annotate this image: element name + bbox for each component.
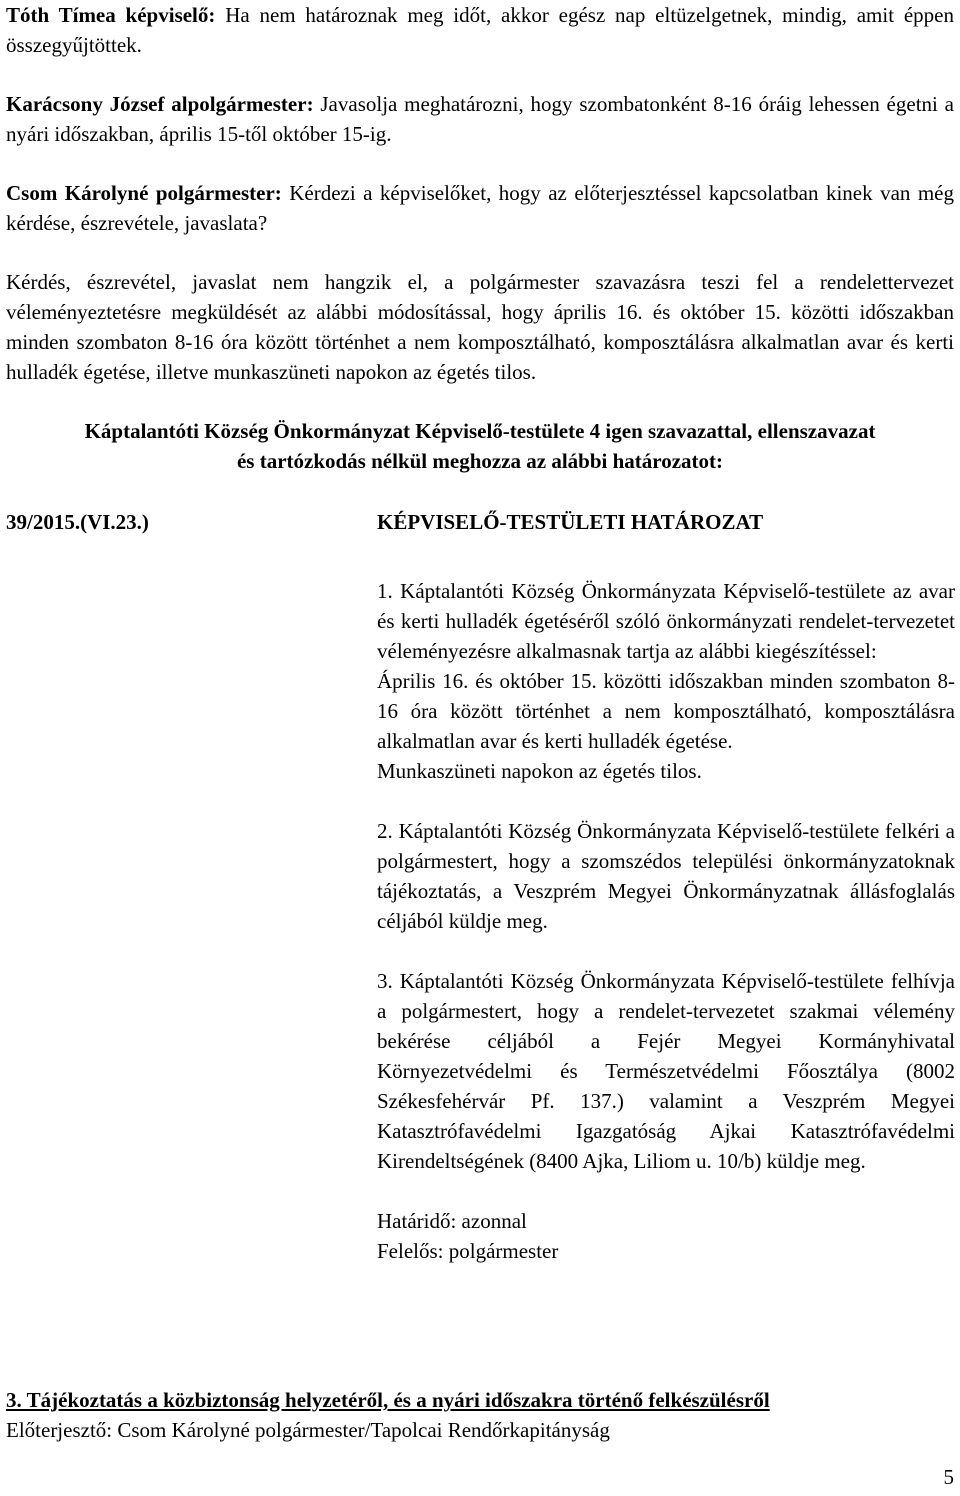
agenda-item-title: 3. Tájékoztatás a közbiztonság helyzetéről, és a nyári időszakra történő felkészülésről bbox=[6, 1388, 770, 1412]
agenda-presenter: Előterjesztő: Csom Károlyné polgármester/Tapolcai Rendőrkapitányság bbox=[6, 1418, 610, 1442]
paragraph-vote-intro: Kérdés, észrevétel, javaslat nem hangzik el, a polgármester szavazásra teszi fel a rendelettervezet véleményeztetésre megküldését az alábbi módosítással, hogy április 16. és október 15. közötti időszakban minden szombaton 8-16 óra között történhet a nem komposztálható, komposztálásra alkalmatlan avar és kerti hulladék égetése, illetve munkaszüneti napokon az égetés tilos. bbox=[6, 270, 954, 384]
decision-item-2: 2. Káptalantóti Község Önkormányzata Képviselő-testülete felkéri a polgármestert, hogy a szomszédos települési önkormányzatoknak tájékoztatás, a Veszprém Megyei Önkormányzatnak állásfoglalás céljából küldje meg. bbox=[377, 819, 955, 933]
decision-body bbox=[377, 576, 955, 1266]
page-number: 5 bbox=[943, 1465, 954, 1489]
decision-item-1-holiday: Munkaszüneti napokon az égetés tilos. bbox=[377, 759, 702, 783]
speech-text: Javasolja meghatározni, hogy szombatonként 8-16 óráig lehessen égetni a nyári időszakban, április 15-től október 15-ig. bbox=[6, 92, 954, 146]
decision-title: KÉPVISELŐ-TESTÜLETI HATÁROZAT bbox=[377, 510, 764, 534]
decision-item-3: 3. Káptalantóti Község Önkormányzata Képviselő-testülete felhívja a polgármestert, hogy a rendelet-tervezetet szakmai vélemény bekérése céljából a Fejér Megyei Kormányhivatal Környezetvédelmi és Természetvédelmi Főosztálya (8002 Székesfehérvár Pf. 137.) valamint a Veszprém Megyei Katasztrófavédelmi Igazgatóság Ajkai Katasztrófavédelmi Kirendeltségének (8400 Ajka, Liliom u. 10/b) küldje meg. bbox=[377, 969, 955, 1173]
speech-text: Kérdezi a képviselőket, hogy az előterjesztéssel kapcsolatban kinek van még kérdése, észrevétele, javaslata? bbox=[6, 181, 954, 235]
decision-deadline: Határidő: azonnal bbox=[377, 1209, 527, 1233]
speech-text: Ha nem határoznak meg időt, akkor egész nap eltüzelgetnek, mindig, amit éppen összegyűjtöttek. bbox=[6, 3, 954, 57]
decision-item-1: 1. Káptalantóti Község Önkormányzata Képviselő-testülete az avar és kerti hulladék égetéséről szóló önkormányzati rendelet-tervezetet véleményezésre alkalmasnak tartja az alábbi kiegészítéssel: bbox=[377, 579, 955, 663]
paragraph-karacsony bbox=[6, 89, 954, 149]
vote-result-line1: Káptalantóti Község Önkormányzat Képviselő-testülete 4 igen szavazattal, ellenszavazat bbox=[84, 419, 876, 443]
vote-result-heading bbox=[6, 416, 954, 476]
paragraph-csom bbox=[6, 178, 954, 238]
vote-result-line2: és tartózkodás nélkül meghozza az alábbi határozatot: bbox=[236, 449, 724, 473]
decision-item-1-addition: Április 16. és október 15. közötti időszakban minden szombaton 8-16 óra között történhet a nem komposztálható, komposztálásra alkalmatlan avar és kerti hulladék égetése. bbox=[377, 669, 955, 753]
paragraph-toth bbox=[6, 0, 954, 60]
document-page bbox=[6, 0, 954, 548]
decision-header bbox=[6, 498, 954, 548]
decision-number: 39/2015.(VI.23.) bbox=[6, 510, 149, 534]
speaker-name: Karácsony József alpolgármester: bbox=[6, 92, 314, 116]
speaker-name: Csom Károlyné polgármester: bbox=[6, 181, 282, 205]
decision-responsible: Felelős: polgármester bbox=[377, 1239, 559, 1263]
speaker-name: Tóth Tímea képviselő: bbox=[6, 3, 216, 27]
